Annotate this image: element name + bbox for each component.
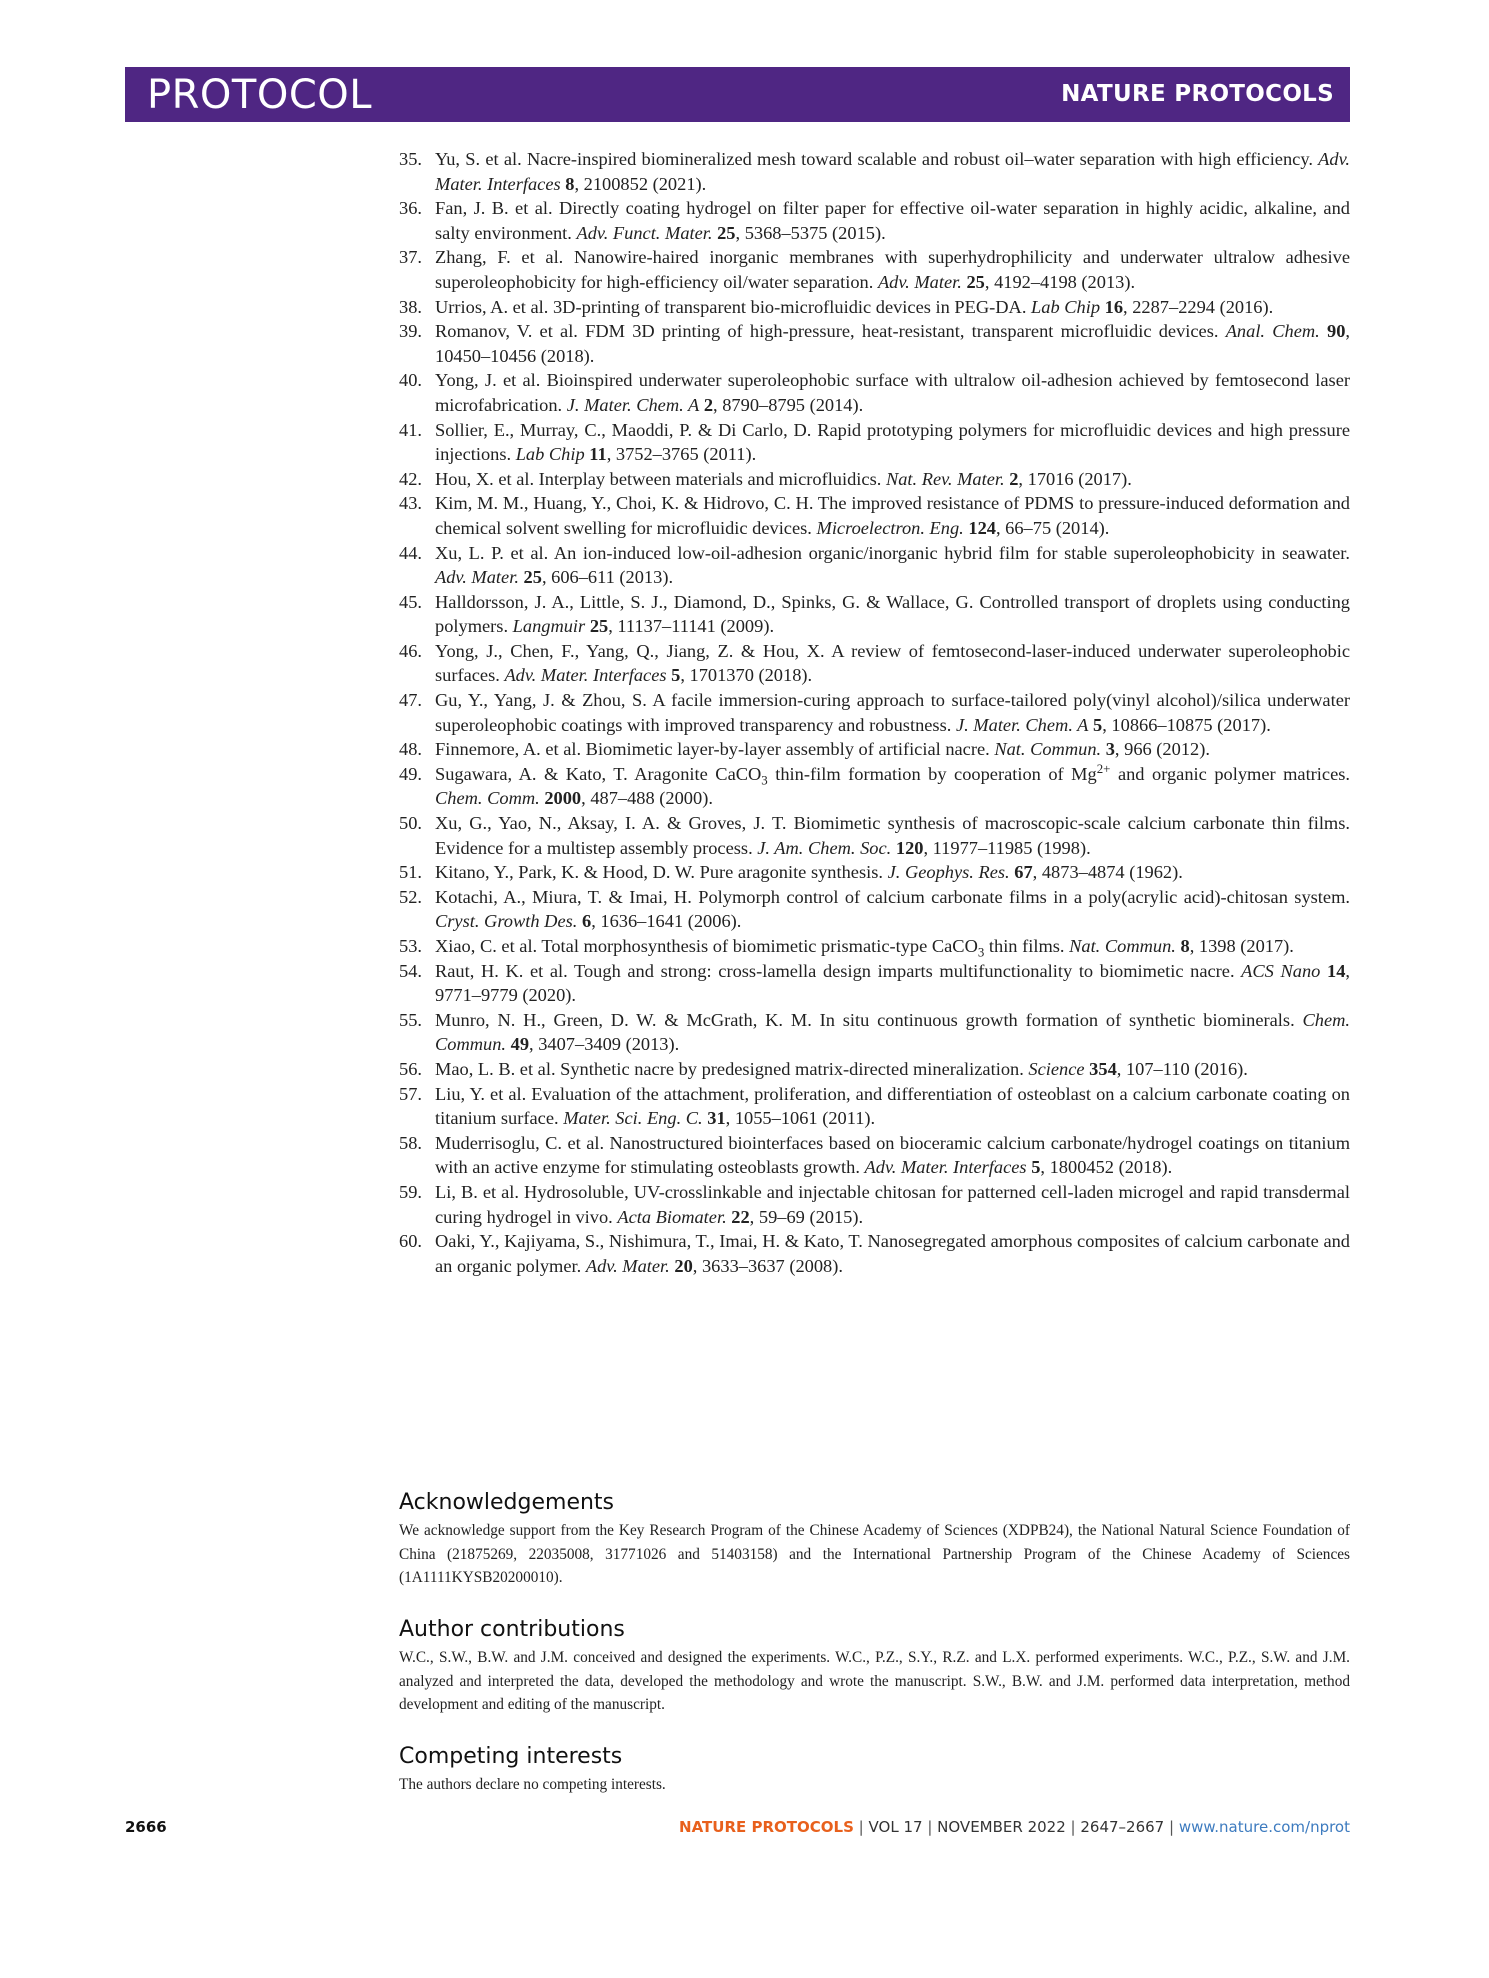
reference-item	[399, 590, 1350, 639]
footer-url-link[interactable]: www.nature.com/nprot	[1178, 1818, 1350, 1836]
competing-interests-section	[399, 1743, 1350, 1797]
reference-number: 56.	[399, 1058, 422, 1079]
reference-item	[399, 885, 1350, 934]
reference-item	[399, 737, 1350, 762]
reference-text: Yong, J., Chen, F., Yang, Q., Jiang, Z. & Hou, X. A review of femtosecond-laser-induced underwater superoleophobic surfaces. Adv. Mater. Interfaces 5, 1701370 (2018).	[435, 640, 1350, 686]
reference-number: 40.	[399, 370, 422, 391]
reference-text: Hou, X. et al. Interplay between materials and microfluidics. Nat. Rev. Mater. 2, 17016 (2017).	[435, 468, 1132, 489]
reference-text: Zhang, F. et al. Nanowire-haired inorganic membranes with superhydrophilicity and underwater ultralow adhesive superoleophobicity for high-efficiency oil/water separation. Adv. Mater. 25, 4192–4198 (2013).	[435, 247, 1350, 292]
reference-item	[399, 1180, 1350, 1229]
reference-text: Gu, Y., Yang, J. & Zhou, S. A facile immersion-curing approach to surface-tailored poly(vinyl alcohol)/silica underwater superoleophobic coatings with improved transparency and robustness. J. Mater. Chem. A 5, 10866–10875 (2017).	[435, 690, 1350, 735]
reference-text: Xu, L. P. et al. An ion-induced low-oil-adhesion organic/inorganic hybrid film for stable superoleophobicity in seawater. Adv. Mater. 25, 606–611 (2013).	[435, 542, 1350, 588]
reference-item	[399, 688, 1350, 737]
reference-text: Xiao, C. et al. Total morphosynthesis of biomimetic prismatic-type CaCO$_3$ thin films. Nat. Commun. 8, 1398 (2017).	[435, 936, 1294, 960]
reference-text: Muderrisoglu, C. et al. Nanostructured biointerfaces based on bioceramic calcium carbonate/hydrogel coatings on titanium with an active enzyme for stimulating osteoblasts growth. Adv. Mater. Interfaces 5, 1800452 (2018).	[435, 1132, 1350, 1178]
acknowledgements-body: We acknowledge support from the Key Research Program of the Chinese Academy of Sciences (XDPB24), the National Natural Science Foundation of China (21875269, 22035008, 31771026 and 51403158) and the International Partnership Program of the Chinese Academy of Sciences (1A1111KYSB20200010).	[399, 1522, 1350, 1587]
page-number: 2666	[125, 1818, 167, 1836]
reference-number: 42.	[399, 468, 422, 489]
reference-text: Fan, J. B. et al. Directly coating hydrogel on filter paper for effective oil-water separation in highly acidic, alkaline, and salty environment. Adv. Funct. Mater. 25, 5368–5375 (2015).	[435, 198, 1350, 243]
reference-text: Yong, J. et al. Bioinspired underwater superoleophobic surface with ultralow oil-adhesion achieved by femtosecond laser microfabrication. J. Mater. Chem. A 2, 8790–8795 (2014).	[435, 370, 1350, 415]
footer-citation	[679, 1818, 1350, 1836]
reference-item	[399, 541, 1350, 590]
reference-number: 60.	[399, 1231, 422, 1252]
reference-number: 52.	[399, 886, 422, 907]
reference-number: 39.	[399, 321, 422, 342]
reference-number: 54.	[399, 960, 422, 981]
reference-item	[399, 860, 1350, 885]
reference-item	[399, 196, 1350, 245]
acknowledgements-heading: Acknowledgements	[399, 1490, 615, 1515]
reference-item	[399, 1131, 1350, 1180]
reference-item	[399, 1008, 1350, 1057]
reference-item	[399, 762, 1350, 811]
acknowledgements-section	[399, 1489, 1350, 1590]
reference-item	[399, 1082, 1350, 1131]
reference-number: 51.	[399, 862, 422, 883]
reference-number: 50.	[399, 813, 422, 834]
reference-item	[399, 959, 1350, 1008]
reference-number: 47.	[399, 690, 422, 711]
reference-text: Kotachi, A., Miura, T. & Imai, H. Polymorph control of calcium carbonate films in a poly(acrylic acid)-chitosan system. Cryst. Growth Des. 6, 1636–1641 (2006).	[435, 886, 1350, 932]
footer-journal: NATURE PROTOCOLS	[679, 1818, 854, 1836]
reference-text: Romanov, V. et al. FDM 3D printing of high-pressure, heat-resistant, transparent microfluidic devices. Anal. Chem. 90, 10450–10456 (2018).	[435, 321, 1350, 366]
reference-number: 36.	[399, 198, 422, 219]
reference-text: Yu, S. et al. Nacre-inspired biomineralized mesh toward scalable and robust oil–water separation with high efficiency. Adv. Mater. Interfaces 8, 2100852 (2021).	[435, 149, 1350, 194]
reference-item	[399, 467, 1350, 492]
reference-text: Li, B. et al. Hydrosoluble, UV-crosslinkable and injectable chitosan for patterned cell-laden microgel and rapid transdermal curing hydrogel in vivo. Acta Biomater. 22, 59–69 (2015).	[435, 1181, 1350, 1227]
footer-separator: |	[858, 1818, 864, 1836]
reference-text: Munro, N. H., Green, D. W. & McGrath, K. M. In situ continuous growth formation of synthetic biominerals. Chem. Commun. 49, 3407–3409 (2013).	[435, 1009, 1350, 1055]
reference-item	[399, 491, 1350, 540]
reference-number: 38.	[399, 296, 422, 317]
reference-text: Sugawara, A. & Kato, T. Aragonite CaCO$_3$ thin-film formation by cooperation of $Mg^{2+}$ and organic polymer matrices. Chem. Comm. 2000, 487–488 (2000).	[435, 761, 1351, 809]
header-bar	[125, 67, 1350, 122]
author-contributions-heading: Author contributions	[399, 1617, 625, 1642]
reference-item	[399, 811, 1350, 860]
competing-interests-body: The authors declare no competing interests.	[399, 1776, 666, 1793]
reference-text: Halldorsson, J. A., Little, S. J., Diamond, D., Spinks, G. & Wallace, G. Controlled transport of droplets using conducting polymers. Langmuir 25, 11137–11141 (2009).	[435, 591, 1350, 637]
reference-list	[399, 147, 1350, 1278]
reference-number: 43.	[399, 493, 422, 514]
reference-item	[399, 368, 1350, 417]
footer-separator: |	[1169, 1818, 1175, 1836]
reference-number: 57.	[399, 1083, 422, 1104]
reference-text: Kitano, Y., Park, K. & Hood, D. W. Pure aragonite synthesis. J. Geophys. Res. 67, 4873–4874 (1962).	[435, 862, 1183, 883]
reference-number: 49.	[399, 763, 422, 784]
reference-number: 44.	[399, 542, 422, 563]
reference-number: 48.	[399, 739, 422, 760]
reference-item	[399, 245, 1350, 294]
author-contributions-body: W.C., S.W., B.W. and J.M. conceived and designed the experiments. W.C., P.Z., S.Y., R.Z. and L.X. performed experiments. W.C., P.Z., S.W. and J.M. analyzed and interpreted the data, developed the methodology and wrote the manuscript. S.W., B.W. and J.M. performed data interpretation, method development and editing of the manuscript.	[399, 1649, 1350, 1714]
reference-item	[399, 147, 1350, 196]
footer-pages: 2647–2667	[1080, 1818, 1165, 1836]
author-contributions-section	[399, 1616, 1350, 1717]
reference-number: 53.	[399, 936, 422, 956]
journal-name: NATURE PROTOCOLS	[1061, 81, 1334, 107]
footer-separator: |	[1070, 1818, 1076, 1836]
reference-number: 35.	[399, 149, 422, 169]
reference-number: 59.	[399, 1181, 422, 1202]
reference-text: Oaki, Y., Kajiyama, S., Nishimura, T., Imai, H. & Kato, T. Nanosegregated amorphous composites of calcium carbonate and an organic polymer. Adv. Mater. 20, 3633–3637 (2008).	[435, 1231, 1350, 1276]
reference-number: 45.	[399, 591, 422, 612]
footer-separator: |	[927, 1818, 933, 1836]
reference-item	[399, 639, 1350, 688]
reference-number: 58.	[399, 1132, 422, 1153]
reference-item	[399, 1057, 1350, 1082]
reference-text: Raut, H. K. et al. Tough and strong: cross-lamella design imparts multifunctionality to biomimetic nacre. ACS Nano 14, 9771–9779 (2020).	[435, 960, 1350, 1006]
reference-item	[399, 319, 1350, 368]
reference-text: Mao, L. B. et al. Synthetic nacre by predesigned matrix-directed mineralization. Science 354, 107–110 (2016).	[435, 1058, 1248, 1079]
reference-item	[399, 295, 1350, 320]
section-label: PROTOCOL	[147, 72, 373, 118]
reference-number: 55.	[399, 1009, 422, 1030]
reference-number: 37.	[399, 247, 422, 268]
competing-interests-heading: Competing interests	[399, 1744, 623, 1769]
reference-text: Sollier, E., Murray, C., Maoddi, P. & Di Carlo, D. Rapid prototyping polymers for microfluidic devices and high pressure injections. Lab Chip 11, 3752–3765 (2011).	[435, 419, 1350, 465]
reference-item	[399, 1229, 1350, 1278]
reference-text: Liu, Y. et al. Evaluation of the attachment, proliferation, and differentiation of osteoblast on a calcium carbonate coating on titanium surface. Mater. Sci. Eng. C. 31, 1055–1061 (2011).	[435, 1083, 1350, 1129]
footer-date: NOVEMBER 2022	[937, 1818, 1066, 1836]
reference-number: 46.	[399, 640, 422, 661]
reference-text: Finnemore, A. et al. Biomimetic layer-by-layer assembly of artificial nacre. Nat. Commun. 3, 966 (2012).	[435, 739, 1210, 760]
reference-item	[399, 934, 1350, 959]
reference-text: Kim, M. M., Huang, Y., Choi, K. & Hidrovo, C. H. The improved resistance of PDMS to pressure-induced deformation and chemical solvent swelling for microfluidic devices. Microelectron. Eng. 124, 66–75 (2014).	[435, 493, 1350, 538]
reference-text: Xu, G., Yao, N., Aksay, I. A. & Groves, J. T. Biomimetic synthesis of macroscopic-scale calcium carbonate thin films. Evidence for a multistep assembly process. J. Am. Chem. Soc. 120, 11977–11985 (1998).	[435, 813, 1350, 858]
reference-number: 41.	[399, 419, 422, 440]
footer-volume: VOL 17	[868, 1818, 923, 1836]
reference-text: Urrios, A. et al. 3D-printing of transparent bio-microfluidic devices in PEG-DA. Lab Chip 16, 2287–2294 (2016).	[435, 296, 1274, 317]
reference-item	[399, 418, 1350, 467]
